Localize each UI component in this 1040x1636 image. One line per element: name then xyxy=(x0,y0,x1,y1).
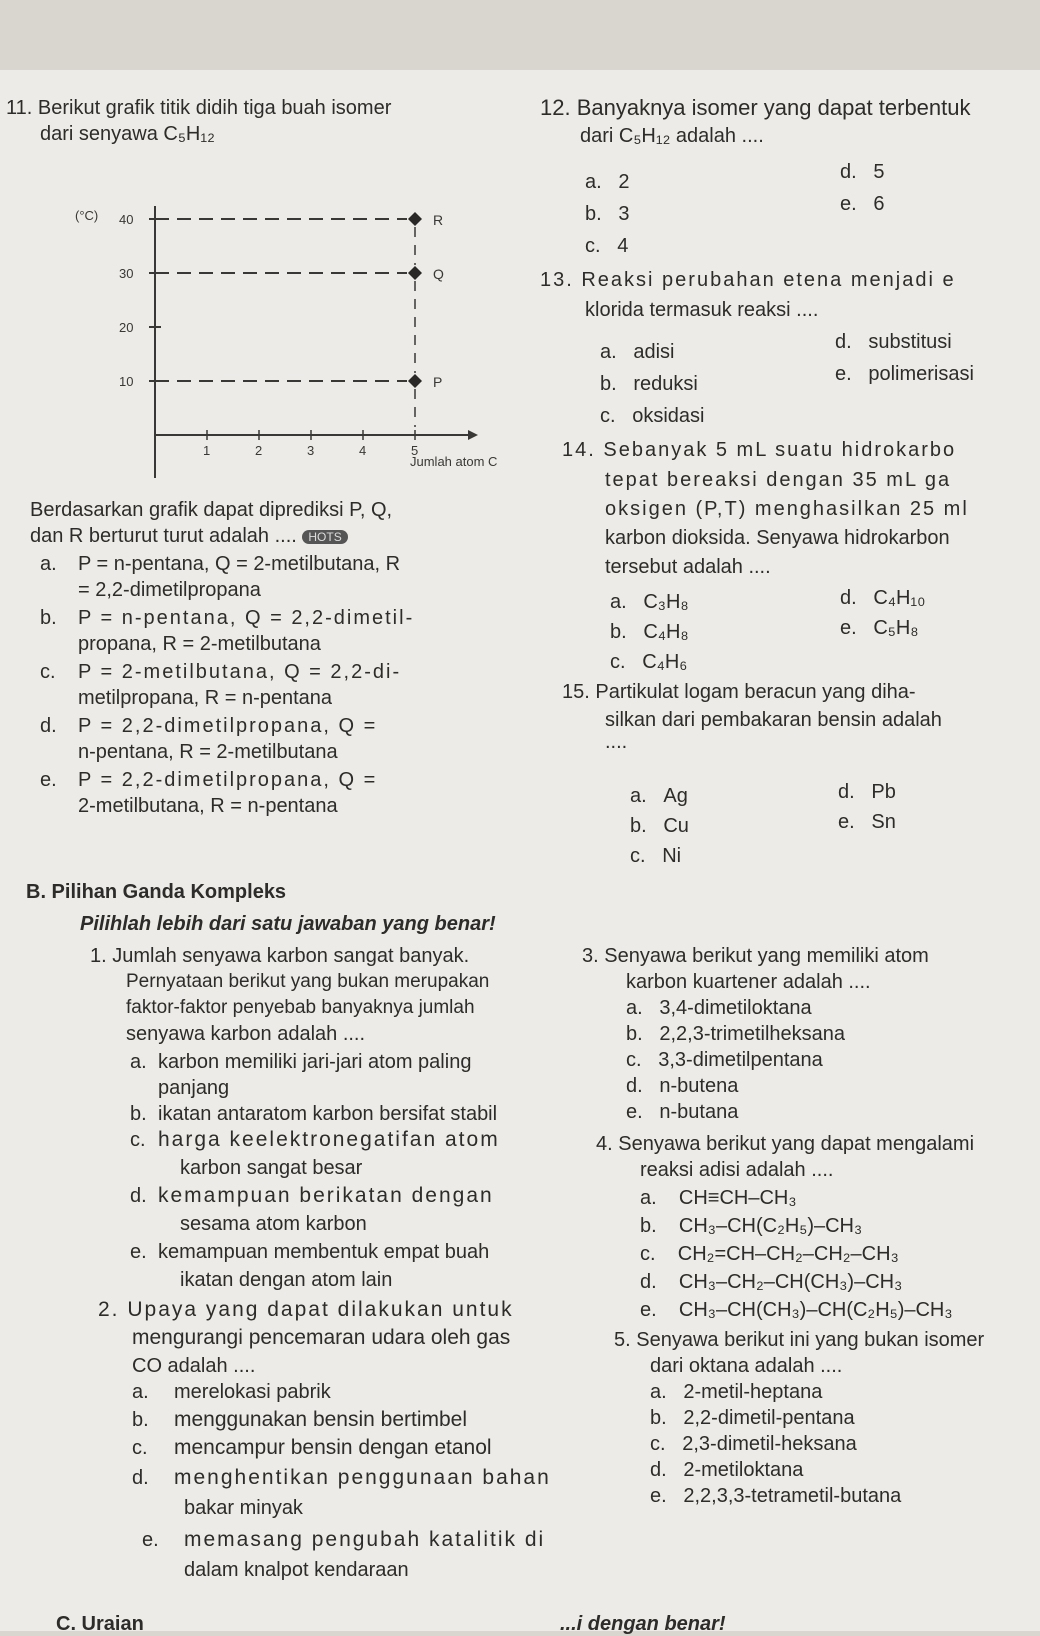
b3-stem-2: karbon kuartener adalah .... xyxy=(626,971,871,993)
q14-stem-4: karbon dioksida. Senyawa hidrokarbon xyxy=(605,527,950,549)
q14-option-b[interactable]: b. C₄H₈ xyxy=(610,621,689,643)
data-point-R xyxy=(408,212,422,226)
section-b-title: B. Pilihan Ganda Kompleks xyxy=(26,881,287,903)
q15-option-d[interactable]: d. Pb xyxy=(838,781,896,803)
b5-option-d[interactable]: d. 2-metiloktana xyxy=(650,1459,804,1481)
hots-badge: HOTS xyxy=(302,530,347,544)
q14-stem-1: 14. Sebanyak 5 mL suatu hidrokarbo xyxy=(562,439,957,461)
y-tick-label: 30 xyxy=(119,266,134,281)
q13-stem-1: 13. Reaksi perubahan etena menjadi e xyxy=(540,269,956,291)
b4-option-e[interactable]: e. CH₃–CH(CH₃)–CH(C₂H₅)–CH₃ xyxy=(640,1299,953,1321)
b3-option-e[interactable]: e. n-butana xyxy=(626,1101,739,1123)
b1-stem-2: Pernyataan berikut yang bukan merupakan xyxy=(126,971,490,992)
q12-option-d[interactable]: d. 5 xyxy=(840,161,885,183)
b4-stem-1: 4. Senyawa berikut yang dapat mengalami xyxy=(596,1133,975,1155)
chart-x-label: Jumlah atom C xyxy=(410,454,498,469)
q15-option-a[interactable]: a. Ag xyxy=(630,785,688,807)
y-tick-label: 40 xyxy=(119,212,134,227)
b2-stem-1: 2. Upaya yang dapat dilakukan untuk xyxy=(98,1298,514,1321)
b3-stem-1: 3. Senyawa berikut yang memiliki atom xyxy=(582,945,929,967)
b3-option-b[interactable]: b. 2,2,3-trimetilheksana xyxy=(626,1023,846,1045)
q13-stem-2: klorida termasuk reaksi .... xyxy=(585,299,819,321)
b4-stem-2: reaksi adisi adalah .... xyxy=(640,1159,834,1181)
section-c-instruction: ...i dengan benar! xyxy=(560,1613,726,1635)
x-tick-label: 1 xyxy=(203,443,211,458)
chart-y-label: (°C) xyxy=(75,208,99,223)
data-point-Q xyxy=(408,266,422,280)
x-tick-label: 3 xyxy=(307,443,315,458)
y-tick-label: 20 xyxy=(119,320,134,335)
q12-option-a[interactable]: a. 2 xyxy=(585,171,630,193)
b5-stem-2: dari oktana adalah .... xyxy=(650,1355,843,1377)
q14-stem-2: tepat bereaksi dengan 35 mL ga xyxy=(605,469,952,491)
q11-stem-3: Berdasarkan grafik dapat diprediksi P, Q, xyxy=(30,499,393,521)
chart-guides xyxy=(155,219,415,427)
b5-option-e[interactable]: e. 2,2,3,3-tetrametil-butana xyxy=(650,1485,902,1507)
y-tick-label: 10 xyxy=(119,374,134,389)
q12-option-b[interactable]: b. 3 xyxy=(585,203,630,225)
data-point-P xyxy=(408,374,422,388)
b4-option-d[interactable]: d. CH₃–CH₂–CH(CH₃)–CH₃ xyxy=(640,1271,903,1293)
q13-option-b[interactable]: b. reduksi xyxy=(600,373,698,395)
point-label: Q xyxy=(433,266,444,282)
b2-stem-2: mengurangi pencemaran udara oleh gas xyxy=(132,1326,511,1349)
q15-option-e[interactable]: e. Sn xyxy=(838,811,896,833)
point-label: P xyxy=(433,374,443,390)
q12-option-c[interactable]: c. 4 xyxy=(585,235,629,257)
b1-stem-4: senyawa karbon adalah .... xyxy=(126,1023,366,1045)
boiling-point-chart xyxy=(60,196,498,486)
q15-option-c[interactable]: c. Ni xyxy=(630,845,682,867)
q13-option-c[interactable]: c. oksidasi xyxy=(600,405,705,427)
q11-stem-1: 11. Berikut grafik titik didih tiga buah isomer xyxy=(6,97,392,119)
chart-points xyxy=(408,212,444,390)
q14-option-e[interactable]: e. C₅H₈ xyxy=(840,617,919,639)
b4-option-c[interactable]: c. CH₂=CH–CH₂–CH₂–CH₃ xyxy=(640,1243,899,1265)
b3-option-c[interactable]: c. 3,3-dimetilpentana xyxy=(626,1049,823,1071)
q15-stem-3: .... xyxy=(605,731,628,753)
q13-option-e[interactable]: e. polimerisasi xyxy=(835,363,974,385)
x-tick-label: 4 xyxy=(359,443,367,458)
section-c-title: C. Uraian xyxy=(56,1613,144,1635)
b2-stem-3: CO adalah .... xyxy=(132,1355,256,1377)
x-tick-label: 5 xyxy=(411,443,419,458)
b1-stem-3: faktor-faktor penyebab banyaknya jumlah xyxy=(126,997,475,1018)
b4-option-a[interactable]: a. CH≡CH–CH₃ xyxy=(640,1187,797,1209)
b3-option-d[interactable]: d. n-butena xyxy=(626,1075,739,1097)
q14-option-d[interactable]: d. C₄H₁₀ xyxy=(840,587,926,609)
section-b-instruction: Pilihlah lebih dari satu jawaban yang benar! xyxy=(80,913,496,935)
q12-stem-2: dari C₅H₁₂ adalah .... xyxy=(580,125,764,147)
b5-option-c[interactable]: c. 2,3-dimetil-heksana xyxy=(650,1433,857,1455)
chart-ticks xyxy=(119,212,418,458)
q12-option-e[interactable]: e. 6 xyxy=(840,193,885,215)
q14-option-c[interactable]: c. C₄H₆ xyxy=(610,651,688,673)
x-tick-label: 2 xyxy=(255,443,263,458)
b5-option-b[interactable]: b. 2,2-dimetil-pentana xyxy=(650,1407,855,1429)
b3-option-a[interactable]: a. 3,4-dimetiloktana xyxy=(626,997,812,1019)
q11-stem-4: dan R berturut turut adalah .... HOTS xyxy=(30,524,348,548)
b4-option-b[interactable]: b. CH₃–CH(C₂H₅)–CH₃ xyxy=(640,1215,863,1237)
q12-stem-1: 12. Banyaknya isomer yang dapat terbentuk xyxy=(540,95,971,120)
point-label: R xyxy=(433,212,444,228)
chart-axes xyxy=(155,206,478,478)
q15-stem-2: silkan dari pembakaran bensin adalah xyxy=(605,709,942,731)
q14-option-a[interactable]: a. C₃H₈ xyxy=(610,591,689,613)
q13-option-a[interactable]: a. adisi xyxy=(600,341,675,363)
b1-stem-1: 1. Jumlah senyawa karbon sangat banyak. xyxy=(90,945,470,967)
q11-stem-2: dari senyawa C₅H₁₂ xyxy=(40,123,215,145)
b5-stem-1: 5. Senyawa berikut ini yang bukan isomer xyxy=(614,1329,985,1351)
q15-stem-1: 15. Partikulat logam beracun yang diha- xyxy=(562,681,916,703)
q15-option-b[interactable]: b. Cu xyxy=(630,815,689,837)
q14-stem-5: tersebut adalah .... xyxy=(605,556,771,578)
q13-option-d[interactable]: d. substitusi xyxy=(835,331,952,353)
q14-stem-3: oksigen (P,T) menghasilkan 25 ml xyxy=(605,498,969,520)
b5-option-a[interactable]: a. 2-metil-heptana xyxy=(650,1381,823,1403)
